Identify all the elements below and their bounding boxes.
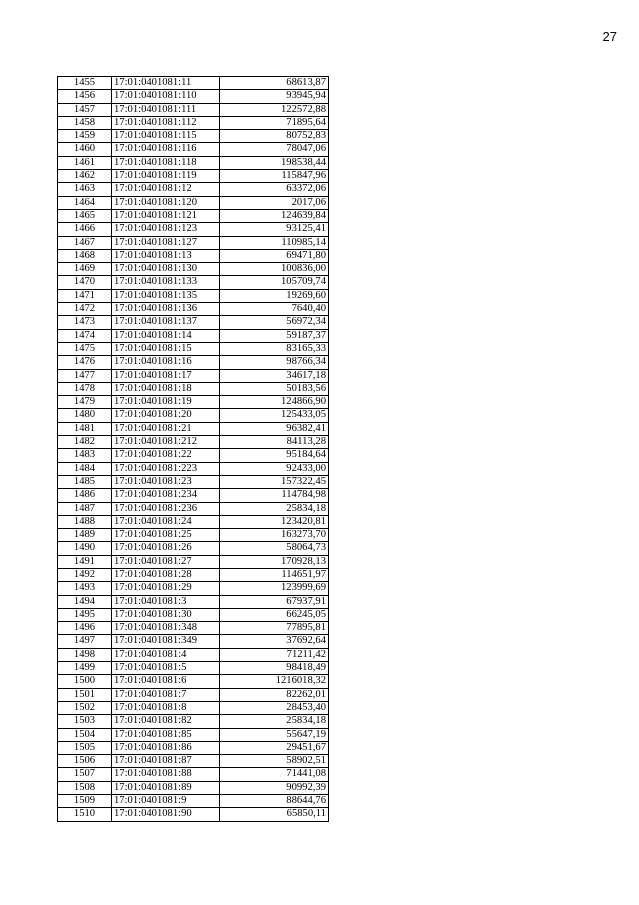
cadastral-number-cell: 17:01:0401081:115 [112, 130, 220, 143]
cadastral-number-cell: 17:01:0401081:88 [112, 768, 220, 781]
table-row [58, 608, 329, 621]
row-number-cell: 1485 [58, 475, 112, 488]
value-cell: 71211,42 [220, 648, 329, 661]
table-row [58, 209, 329, 222]
table-row [58, 635, 329, 648]
row-number-cell: 1483 [58, 449, 112, 462]
table-body [58, 77, 329, 822]
row-number-cell: 1495 [58, 608, 112, 621]
cadastral-number-cell: 17:01:0401081:136 [112, 303, 220, 316]
cadastral-number-cell: 17:01:0401081:348 [112, 622, 220, 635]
table-row [58, 223, 329, 236]
table-row [58, 103, 329, 116]
row-number-cell: 1470 [58, 276, 112, 289]
cadastral-number-cell: 17:01:0401081:25 [112, 529, 220, 542]
row-number-cell: 1466 [58, 223, 112, 236]
table-row [58, 449, 329, 462]
value-cell: 50183,56 [220, 382, 329, 395]
row-number-cell: 1486 [58, 489, 112, 502]
row-number-cell: 1488 [58, 515, 112, 528]
table-row [58, 795, 329, 808]
row-number-cell: 1487 [58, 502, 112, 515]
row-number-cell: 1456 [58, 90, 112, 103]
value-cell: 55647,19 [220, 728, 329, 741]
row-number-cell: 1492 [58, 568, 112, 581]
row-number-cell: 1491 [58, 555, 112, 568]
row-number-cell: 1494 [58, 595, 112, 608]
cadastral-number-cell: 17:01:0401081:22 [112, 449, 220, 462]
cadastral-number-cell: 17:01:0401081:123 [112, 223, 220, 236]
cadastral-value-table [57, 76, 329, 822]
table-row [58, 369, 329, 382]
table-row [58, 77, 329, 90]
value-cell: 98766,34 [220, 356, 329, 369]
cadastral-number-cell: 17:01:0401081:135 [112, 289, 220, 302]
table-row [58, 90, 329, 103]
cadastral-number-cell: 17:01:0401081:9 [112, 795, 220, 808]
row-number-cell: 1490 [58, 542, 112, 555]
row-number-cell: 1464 [58, 196, 112, 209]
cadastral-number-cell: 17:01:0401081:28 [112, 568, 220, 581]
table-row [58, 808, 329, 821]
row-number-cell: 1463 [58, 183, 112, 196]
row-number-cell: 1508 [58, 781, 112, 794]
table-row [58, 143, 329, 156]
cadastral-number-cell: 17:01:0401081:90 [112, 808, 220, 821]
value-cell: 114784,98 [220, 489, 329, 502]
value-cell: 71441,08 [220, 768, 329, 781]
cadastral-number-cell: 17:01:0401081:15 [112, 342, 220, 355]
cadastral-number-cell: 17:01:0401081:212 [112, 436, 220, 449]
cadastral-number-cell: 17:01:0401081:234 [112, 489, 220, 502]
value-cell: 68613,87 [220, 77, 329, 90]
value-cell: 93945,94 [220, 90, 329, 103]
value-cell: 123999,69 [220, 582, 329, 595]
value-cell: 28453,40 [220, 701, 329, 714]
row-number-cell: 1505 [58, 741, 112, 754]
value-cell: 105709,74 [220, 276, 329, 289]
cadastral-number-cell: 17:01:0401081:17 [112, 369, 220, 382]
cadastral-number-cell: 17:01:0401081:85 [112, 728, 220, 741]
table-row [58, 489, 329, 502]
cadastral-number-cell: 17:01:0401081:120 [112, 196, 220, 209]
cadastral-number-cell: 17:01:0401081:82 [112, 715, 220, 728]
value-cell: 163273,70 [220, 529, 329, 542]
cadastral-number-cell: 17:01:0401081:13 [112, 249, 220, 262]
row-number-cell: 1482 [58, 436, 112, 449]
cadastral-number-cell: 17:01:0401081:133 [112, 276, 220, 289]
value-cell: 71895,64 [220, 116, 329, 129]
row-number-cell: 1509 [58, 795, 112, 808]
table-row [58, 688, 329, 701]
table-row [58, 475, 329, 488]
cadastral-number-cell: 17:01:0401081:3 [112, 595, 220, 608]
value-cell: 58064,73 [220, 542, 329, 555]
row-number-cell: 1476 [58, 356, 112, 369]
value-cell: 124639,84 [220, 209, 329, 222]
cadastral-number-cell: 17:01:0401081:130 [112, 263, 220, 276]
row-number-cell: 1467 [58, 236, 112, 249]
row-number-cell: 1462 [58, 170, 112, 183]
value-cell: 59187,37 [220, 329, 329, 342]
table-row [58, 130, 329, 143]
cadastral-number-cell: 17:01:0401081:110 [112, 90, 220, 103]
row-number-cell: 1478 [58, 382, 112, 395]
cadastral-number-cell: 17:01:0401081:11 [112, 77, 220, 90]
cadastral-number-cell: 17:01:0401081:87 [112, 755, 220, 768]
row-number-cell: 1496 [58, 622, 112, 635]
value-cell: 29451,67 [220, 741, 329, 754]
table-row [58, 356, 329, 369]
row-number-cell: 1465 [58, 209, 112, 222]
row-number-cell: 1510 [58, 808, 112, 821]
value-cell: 66245,05 [220, 608, 329, 621]
table-row [58, 422, 329, 435]
value-cell: 98418,49 [220, 662, 329, 675]
value-cell: 88644,76 [220, 795, 329, 808]
table-row [58, 715, 329, 728]
table-row [58, 462, 329, 475]
value-cell: 115847,96 [220, 170, 329, 183]
table-row [58, 329, 329, 342]
row-number-cell: 1455 [58, 77, 112, 90]
cadastral-number-cell: 17:01:0401081:21 [112, 422, 220, 435]
cadastral-number-cell: 17:01:0401081:118 [112, 156, 220, 169]
cadastral-number-cell: 17:01:0401081:349 [112, 635, 220, 648]
table-row [58, 675, 329, 688]
value-cell: 93125,41 [220, 223, 329, 236]
value-cell: 25834,18 [220, 502, 329, 515]
value-cell: 1216018,32 [220, 675, 329, 688]
row-number-cell: 1480 [58, 409, 112, 422]
cadastral-number-cell: 17:01:0401081:86 [112, 741, 220, 754]
row-number-cell: 1481 [58, 422, 112, 435]
value-cell: 125433,05 [220, 409, 329, 422]
value-cell: 58902,51 [220, 755, 329, 768]
cadastral-number-cell: 17:01:0401081:111 [112, 103, 220, 116]
cadastral-number-cell: 17:01:0401081:6 [112, 675, 220, 688]
cadastral-number-cell: 17:01:0401081:223 [112, 462, 220, 475]
cadastral-number-cell: 17:01:0401081:30 [112, 608, 220, 621]
table-row [58, 263, 329, 276]
table-row [58, 170, 329, 183]
row-number-cell: 1474 [58, 329, 112, 342]
table-row [58, 755, 329, 768]
table-row [58, 342, 329, 355]
table-row [58, 436, 329, 449]
row-number-cell: 1489 [58, 529, 112, 542]
value-cell: 92433,00 [220, 462, 329, 475]
cadastral-number-cell: 17:01:0401081:12 [112, 183, 220, 196]
table-row [58, 768, 329, 781]
table-row [58, 568, 329, 581]
table-row [58, 196, 329, 209]
value-cell: 7640,40 [220, 303, 329, 316]
table-row [58, 728, 329, 741]
table-row [58, 409, 329, 422]
cadastral-number-cell: 17:01:0401081:89 [112, 781, 220, 794]
table-row [58, 116, 329, 129]
value-cell: 37692,64 [220, 635, 329, 648]
value-cell: 90992,39 [220, 781, 329, 794]
value-cell: 124866,90 [220, 396, 329, 409]
value-cell: 84113,28 [220, 436, 329, 449]
value-cell: 78047,06 [220, 143, 329, 156]
row-number-cell: 1503 [58, 715, 112, 728]
table-row [58, 555, 329, 568]
table-row [58, 701, 329, 714]
value-cell: 96382,41 [220, 422, 329, 435]
value-cell: 34617,18 [220, 369, 329, 382]
table-row [58, 781, 329, 794]
value-cell: 198538,44 [220, 156, 329, 169]
table-row [58, 289, 329, 302]
value-cell: 95184,64 [220, 449, 329, 462]
cadastral-number-cell: 17:01:0401081:18 [112, 382, 220, 395]
value-cell: 123420,81 [220, 515, 329, 528]
cadastral-number-cell: 17:01:0401081:116 [112, 143, 220, 156]
cadastral-number-cell: 17:01:0401081:23 [112, 475, 220, 488]
cadastral-number-cell: 17:01:0401081:112 [112, 116, 220, 129]
value-cell: 122572,88 [220, 103, 329, 116]
cadastral-number-cell: 17:01:0401081:236 [112, 502, 220, 515]
value-cell: 63372,06 [220, 183, 329, 196]
row-number-cell: 1475 [58, 342, 112, 355]
row-number-cell: 1497 [58, 635, 112, 648]
value-cell: 82262,01 [220, 688, 329, 701]
cadastral-number-cell: 17:01:0401081:5 [112, 662, 220, 675]
table-row [58, 303, 329, 316]
table-row [58, 741, 329, 754]
row-number-cell: 1472 [58, 303, 112, 316]
table-row [58, 662, 329, 675]
table-row [58, 622, 329, 635]
value-cell: 100836,00 [220, 263, 329, 276]
value-cell: 170928,13 [220, 555, 329, 568]
value-cell: 80752,83 [220, 130, 329, 143]
value-cell: 114651,97 [220, 568, 329, 581]
value-cell: 25834,18 [220, 715, 329, 728]
row-number-cell: 1458 [58, 116, 112, 129]
table-row [58, 276, 329, 289]
cadastral-number-cell: 17:01:0401081:8 [112, 701, 220, 714]
table-row [58, 316, 329, 329]
cadastral-number-cell: 17:01:0401081:20 [112, 409, 220, 422]
table-row [58, 396, 329, 409]
table-row [58, 502, 329, 515]
value-cell: 77895,81 [220, 622, 329, 635]
row-number-cell: 1473 [58, 316, 112, 329]
cadastral-number-cell: 17:01:0401081:137 [112, 316, 220, 329]
row-number-cell: 1504 [58, 728, 112, 741]
value-cell: 83165,33 [220, 342, 329, 355]
row-number-cell: 1471 [58, 289, 112, 302]
row-number-cell: 1461 [58, 156, 112, 169]
table-row [58, 236, 329, 249]
row-number-cell: 1479 [58, 396, 112, 409]
row-number-cell: 1506 [58, 755, 112, 768]
cadastral-number-cell: 17:01:0401081:14 [112, 329, 220, 342]
cadastral-number-cell: 17:01:0401081:121 [112, 209, 220, 222]
table-row [58, 515, 329, 528]
value-cell: 67937,91 [220, 595, 329, 608]
cadastral-number-cell: 17:01:0401081:119 [112, 170, 220, 183]
row-number-cell: 1500 [58, 675, 112, 688]
cadastral-number-cell: 17:01:0401081:26 [112, 542, 220, 555]
row-number-cell: 1468 [58, 249, 112, 262]
table-row [58, 542, 329, 555]
row-number-cell: 1457 [58, 103, 112, 116]
cadastral-number-cell: 17:01:0401081:19 [112, 396, 220, 409]
value-cell: 2017,06 [220, 196, 329, 209]
value-cell: 19269,60 [220, 289, 329, 302]
row-number-cell: 1507 [58, 768, 112, 781]
row-number-cell: 1477 [58, 369, 112, 382]
table-row [58, 582, 329, 595]
row-number-cell: 1499 [58, 662, 112, 675]
row-number-cell: 1469 [58, 263, 112, 276]
table-row [58, 648, 329, 661]
table-row [58, 529, 329, 542]
page-number: 27 [602, 29, 617, 44]
cadastral-number-cell: 17:01:0401081:27 [112, 555, 220, 568]
row-number-cell: 1459 [58, 130, 112, 143]
value-cell: 69471,80 [220, 249, 329, 262]
table-row [58, 156, 329, 169]
row-number-cell: 1501 [58, 688, 112, 701]
table-row [58, 382, 329, 395]
cadastral-number-cell: 17:01:0401081:7 [112, 688, 220, 701]
row-number-cell: 1484 [58, 462, 112, 475]
table-row [58, 595, 329, 608]
cadastral-number-cell: 17:01:0401081:4 [112, 648, 220, 661]
value-cell: 110985,14 [220, 236, 329, 249]
cadastral-number-cell: 17:01:0401081:16 [112, 356, 220, 369]
value-cell: 157322,45 [220, 475, 329, 488]
row-number-cell: 1498 [58, 648, 112, 661]
cadastral-number-cell: 17:01:0401081:29 [112, 582, 220, 595]
table-row [58, 249, 329, 262]
cadastral-number-cell: 17:01:0401081:24 [112, 515, 220, 528]
value-cell: 65850,11 [220, 808, 329, 821]
row-number-cell: 1460 [58, 143, 112, 156]
row-number-cell: 1502 [58, 701, 112, 714]
row-number-cell: 1493 [58, 582, 112, 595]
table-row [58, 183, 329, 196]
value-cell: 56972,34 [220, 316, 329, 329]
cadastral-number-cell: 17:01:0401081:127 [112, 236, 220, 249]
